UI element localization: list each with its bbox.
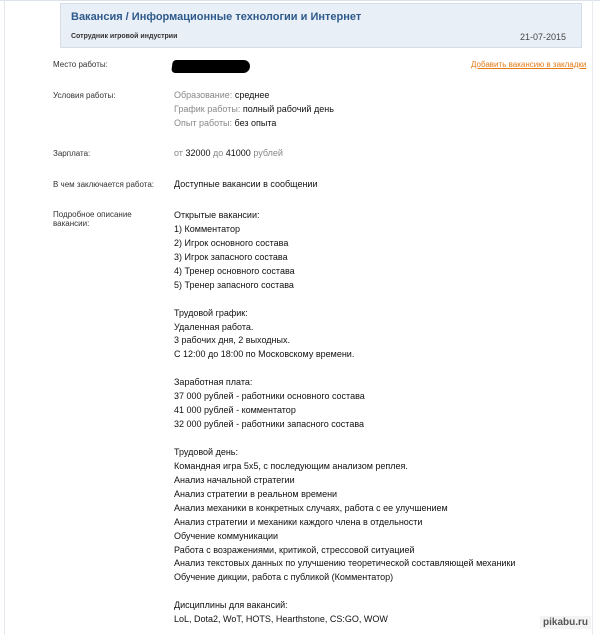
workplace-label: Место работы:	[53, 60, 108, 69]
description-line: 1) Комментатор	[174, 223, 240, 234]
details-label: Подробное описание вакансии:	[53, 210, 132, 228]
description-line: Работа с возражениями, критикой, стрессовой ситуацией	[174, 544, 415, 555]
pikabu-watermark: pikabu.ru	[540, 616, 591, 629]
vacancy-header	[60, 3, 582, 48]
description-line: Анализ начальной стратегии	[174, 474, 295, 485]
description-line: 5) Тренер запасного состава	[174, 279, 294, 290]
description-line: Анализ стратегии и механики каждого члена в отдельности	[174, 516, 423, 527]
salary-currency: рублей	[253, 148, 283, 158]
description-line: Удаленная работа.	[174, 321, 254, 332]
right-border	[592, 0, 593, 635]
schedule-label: График работы:	[174, 104, 241, 114]
top-divider	[0, 0, 600, 1]
description-line: Анализ текстовых данных по улучшению теоретической составляющей механики	[174, 558, 516, 569]
description-line: С 12:00 до 18:00 по Московскому времени.	[174, 349, 355, 360]
description-line	[174, 292, 515, 306]
education-label: Образование:	[174, 90, 233, 100]
salary-from: от	[174, 148, 183, 158]
essence-label: В чем заключается работа:	[53, 180, 155, 189]
description-line: Открытые вакансии:	[174, 210, 260, 220]
vacancy-subtitle: Сотрудник игровой индустрии	[71, 33, 178, 40]
salary-row	[174, 146, 283, 160]
education-row	[174, 88, 269, 102]
salary-min: 32000	[185, 148, 211, 158]
schedule-row	[174, 102, 334, 116]
experience-row	[174, 116, 276, 130]
conditions-label: Условия работы:	[53, 91, 116, 100]
education-value: среднее	[234, 90, 270, 100]
redacted-workplace	[171, 60, 251, 73]
experience-label: Опыт работы:	[174, 118, 233, 128]
experience-value: без опыта	[234, 118, 277, 128]
vacancy-date: 21-07-2015	[519, 32, 566, 42]
vacancy-description	[174, 208, 515, 626]
description-line	[174, 361, 515, 375]
left-border	[4, 0, 5, 635]
description-line: Заработная плата:	[174, 377, 253, 388]
description-line: 3 рабочих дня, 2 выходных.	[174, 335, 290, 346]
description-line: 2) Игрок основного состава	[174, 237, 289, 248]
description-line: Анализ стратегии в реальном времени	[174, 488, 338, 499]
description-line: Анализ механики в конкретных случаях, работа с ее улучшением	[174, 502, 448, 513]
description-line: 41 000 рублей - комментатор	[174, 405, 296, 416]
schedule-value: полный рабочий день	[242, 104, 334, 114]
description-line: 3) Игрок запасного состава	[174, 251, 288, 262]
description-line: Трудовой график:	[174, 307, 248, 318]
description-line: Командная игра 5х5, с последующим анализом реплея.	[174, 460, 408, 471]
description-line	[174, 584, 515, 598]
vacancy-title: Вакансия / Информационные технологии и Интернет	[71, 11, 362, 23]
description-line: Трудовой день:	[174, 446, 238, 457]
add-bookmark-link[interactable]: Добавить вакансию в закладки	[471, 60, 587, 69]
essence-value: Доступные вакансии в сообщении	[174, 179, 318, 189]
description-line: Обучение коммуникации	[174, 530, 279, 541]
description-line	[174, 431, 515, 445]
description-line: 32 000 рублей - работники запасного состава	[174, 419, 365, 430]
description-line: Обучение дикции, работа с публикой (Комментатор)	[174, 572, 394, 583]
salary-max: 41000	[225, 148, 251, 158]
description-line: 4) Тренер основного состава	[174, 265, 295, 276]
salary-to: до	[213, 148, 224, 158]
description-line: LoL, Dota2, WoT, HOTS, Hearthstone, CS:GO, WOW	[174, 614, 388, 625]
description-line: Дисциплины для вакансий:	[174, 600, 288, 611]
salary-label: Зарплата:	[53, 149, 91, 158]
description-line: 37 000 рублей - работники основного состава	[174, 391, 365, 402]
